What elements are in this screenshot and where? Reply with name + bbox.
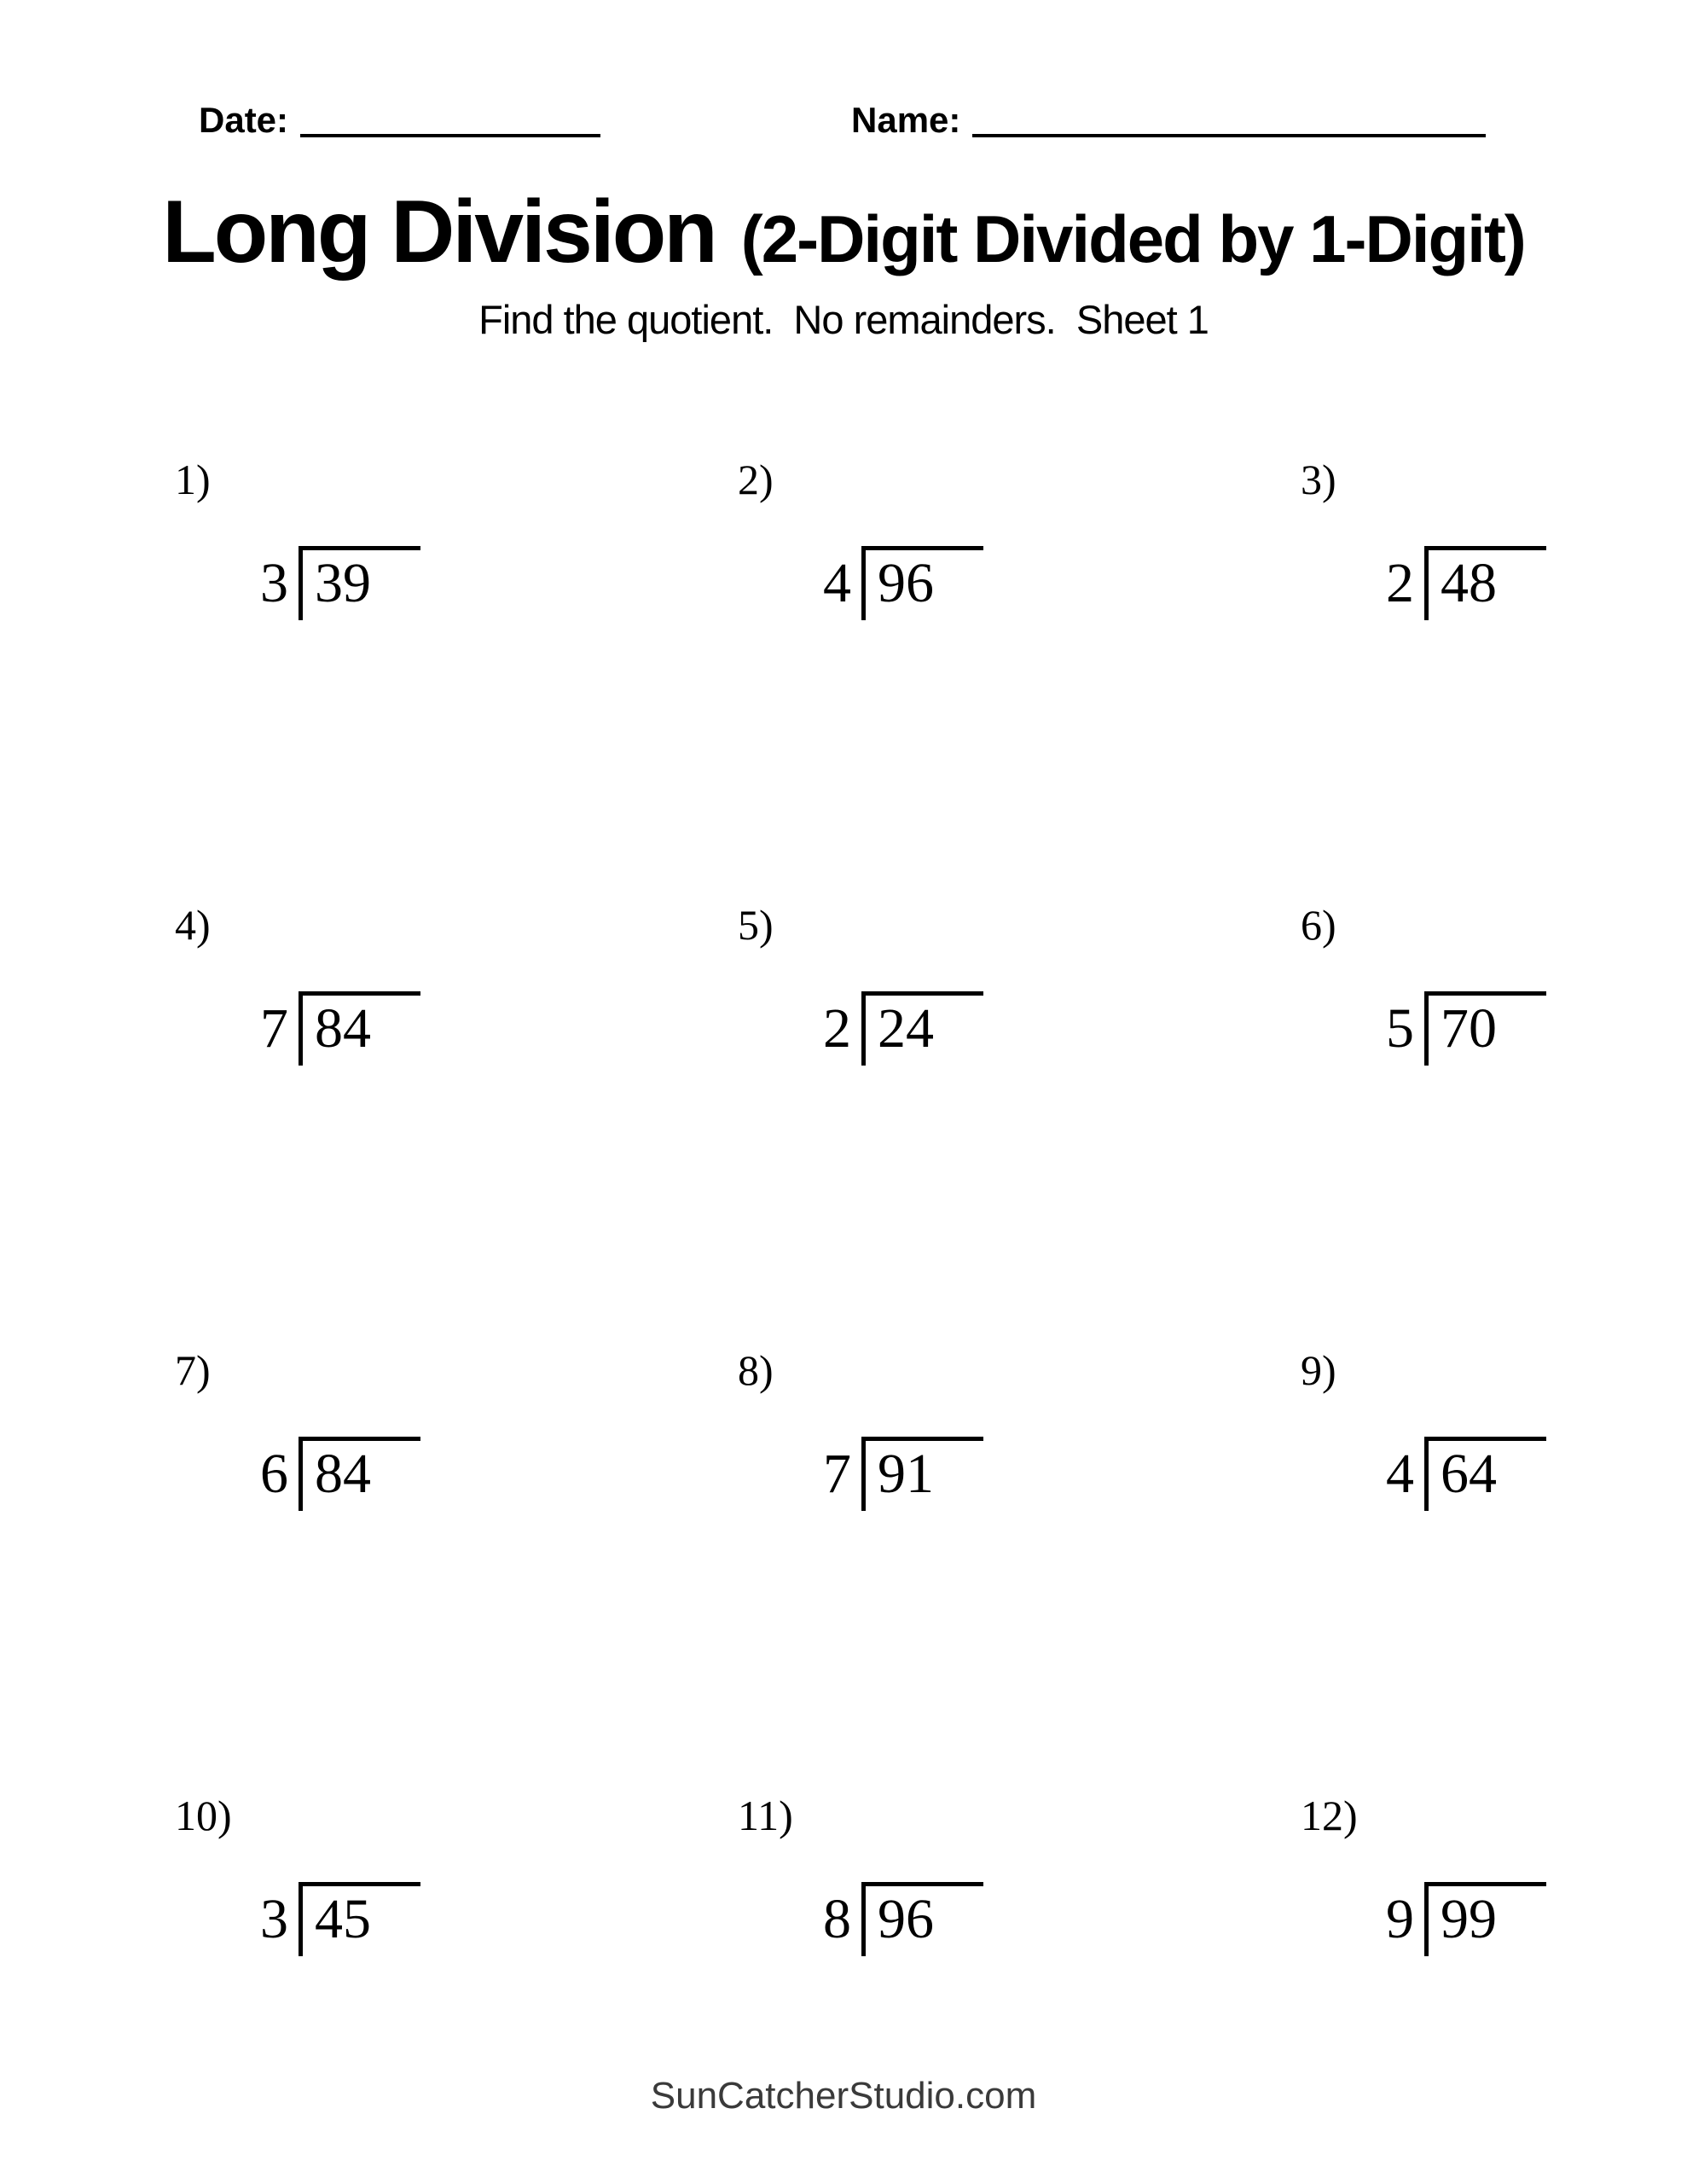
division-expression (260, 1437, 420, 1511)
problem-number: 4) (175, 901, 211, 949)
name-label: Name: (851, 100, 961, 140)
problem-number: 7) (175, 1346, 211, 1394)
dividend: 45 (299, 1882, 420, 1956)
divisor: 7 (260, 997, 288, 1060)
page-title (0, 183, 1687, 282)
divisor: 5 (1386, 997, 1414, 1060)
dividend: 99 (1424, 1882, 1546, 1956)
instructions-text: Find the quotient. No remainders. Sheet 1 (478, 297, 1209, 343)
date-label: Date: (199, 100, 289, 140)
dividend: 84 (299, 1437, 420, 1511)
problem-1 (175, 456, 738, 902)
problem-number: 12) (1301, 1792, 1358, 1839)
problem-12 (1301, 1792, 1687, 2184)
problems-grid (175, 456, 1687, 2184)
dividend: 39 (299, 546, 420, 620)
division-expression (1386, 1882, 1546, 1956)
website-credit: SunCatcherStudio.com (650, 2075, 1037, 2117)
title-main: Long Division (162, 183, 716, 282)
title-qualifier: (2-Digit Divided by 1-Digit) (740, 201, 1525, 276)
divisor: 4 (823, 552, 851, 614)
problem-number: 1) (175, 456, 211, 503)
division-expression (1386, 991, 1546, 1066)
divisor: 9 (1386, 1888, 1414, 1950)
problem-number: 6) (1301, 901, 1336, 949)
divisor: 7 (823, 1443, 851, 1505)
name-blank-line (972, 129, 1486, 137)
dividend: 96 (861, 1882, 983, 1956)
divisor: 8 (823, 1888, 851, 1950)
footer (0, 2075, 1687, 2117)
division-expression (260, 1882, 420, 1956)
problem-4 (175, 902, 738, 1347)
dividend: 64 (1424, 1437, 1546, 1511)
division-expression (823, 1882, 983, 1956)
problem-number: 3) (1301, 456, 1336, 503)
dividend: 91 (861, 1437, 983, 1511)
problem-number: 11) (738, 1792, 793, 1839)
problem-2 (738, 456, 1301, 902)
division-expression (260, 991, 420, 1066)
dividend: 70 (1424, 991, 1546, 1066)
problem-8 (738, 1347, 1301, 1792)
name-field (851, 102, 1486, 138)
division-expression (260, 546, 420, 620)
problem-7 (175, 1347, 738, 1792)
problem-number: 8) (738, 1346, 774, 1394)
divisor: 2 (1386, 552, 1414, 614)
problem-number: 2) (738, 456, 774, 503)
date-blank-line (300, 129, 600, 137)
division-expression (823, 991, 983, 1066)
problem-number: 5) (738, 901, 774, 949)
dividend: 84 (299, 991, 420, 1066)
problem-11 (738, 1792, 1301, 2184)
title-block (0, 183, 1687, 343)
problem-number: 9) (1301, 1346, 1336, 1394)
division-expression (823, 546, 983, 620)
date-field (199, 102, 600, 138)
problem-6 (1301, 902, 1687, 1347)
problem-5 (738, 902, 1301, 1347)
divisor: 6 (260, 1443, 288, 1505)
division-expression (1386, 1437, 1546, 1511)
problem-3 (1301, 456, 1687, 902)
divisor: 3 (260, 1888, 288, 1950)
problem-number: 10) (175, 1792, 232, 1839)
divisor: 2 (823, 997, 851, 1060)
problem-10 (175, 1792, 738, 2184)
divisor: 4 (1386, 1443, 1414, 1505)
dividend: 48 (1424, 546, 1546, 620)
divisor: 3 (260, 552, 288, 614)
division-expression (1386, 546, 1546, 620)
problem-9 (1301, 1347, 1687, 1792)
division-expression (823, 1437, 983, 1511)
dividend: 96 (861, 546, 983, 620)
dividend: 24 (861, 991, 983, 1066)
